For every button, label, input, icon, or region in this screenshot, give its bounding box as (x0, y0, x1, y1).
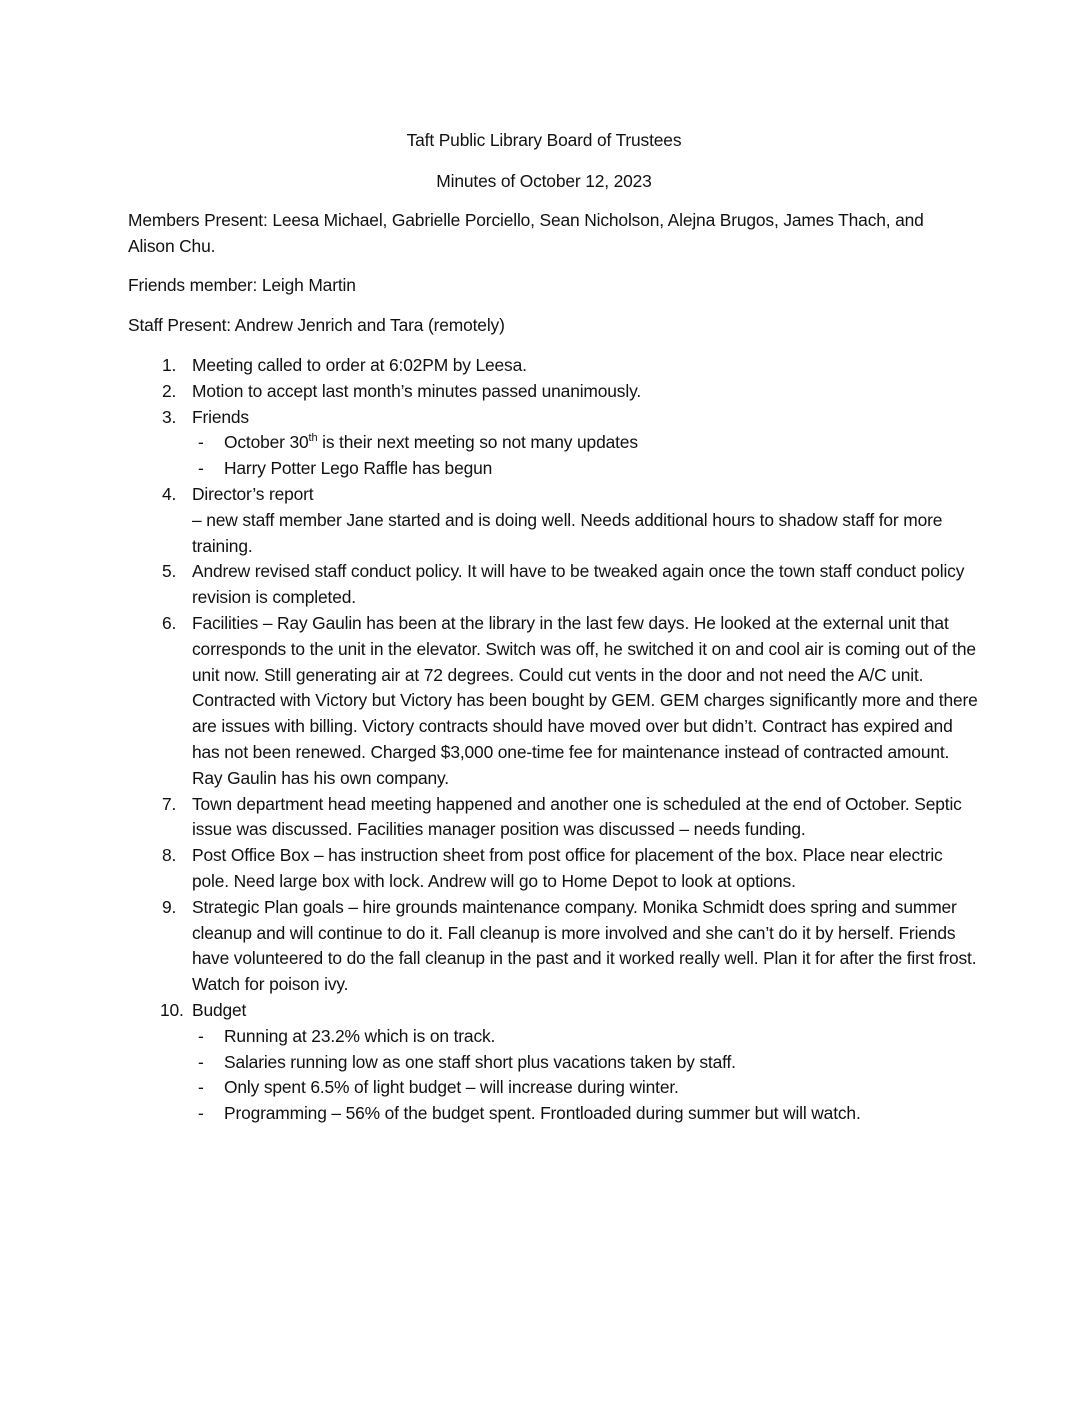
budget-sublist (192, 1024, 978, 1127)
document-title: Taft Public Library Board of Trustees (406, 130, 682, 150)
item-number: 5. (162, 561, 177, 582)
sub-item-text: Only spent 6.5% of light budget – will increase during winter. (224, 1077, 679, 1098)
list-item (128, 611, 978, 792)
item-text: Facilities – Ray Gaulin has been at the library in the last few days. He looked at the external unit that corresponds to the unit in the elevator. Switch was off, he switched it on and cool air is coming out of the unit now. Still generating air at 72 degrees. Could cut vents in the door and not need the A/C unit. Contracted with Victory but Victory has been bought by GEM. GEM charges significantly more and there are issues with billing. Victory contracts should have moved over but didn’t. Contract has expired and has not been renewed. Charged $3,000 one-time fee for maintenance instead of contracted amount. Ray Gaulin has his own company. (192, 612, 978, 788)
sub-item-text: Programming – 56% of the budget spent. Frontloaded during summer but will watch. (224, 1103, 861, 1124)
item-text: Andrew revised staff conduct policy. It will have to be tweaked again once the town staff conduct policy revision is completed. (192, 561, 965, 608)
list-item (128, 895, 978, 998)
sub-item-text: Harry Potter Lego Raffle has begun (224, 458, 493, 479)
item-text: Post Office Box – has instruction sheet from post office for placement of the box. Place near electric pole. Need large box with lock. Andrew will go to Home Depot to look at options. (192, 845, 943, 891)
sub-list-item (192, 1024, 978, 1050)
sub-item-text: Salaries running low as one staff short plus vacations taken by staff. (224, 1051, 736, 1072)
item-number: 9. (162, 896, 177, 917)
item-number: 1. (162, 355, 177, 375)
item-number: 6. (162, 612, 177, 633)
list-item (128, 843, 978, 895)
friends-member: Friends member: Leigh Martin (128, 275, 356, 295)
bullet-dash: - (198, 1025, 204, 1046)
document-subtitle: Minutes of October 12, 2023 (436, 171, 652, 191)
list-item (128, 482, 978, 559)
sub-list-item (192, 1050, 978, 1076)
list-item (128, 792, 978, 844)
item-number: 3. (162, 406, 177, 427)
minutes-list (128, 353, 978, 1127)
item-text: Motion to accept last month’s minutes passed unanimously. (192, 380, 641, 401)
item-text: Strategic Plan goals – hire grounds maintenance company. Monika Schmidt does spring and summer cleanup and will continue to do it. Fall cleanup is more involved and she can’t do it by herself. Friends have volunteered to do the fall cleanup in the past and it worked really well. Plan it for after the first frost. Watch for poison ivy. (192, 896, 977, 995)
item-number: 4. (162, 483, 177, 504)
staff-present: Staff Present: Andrew Jenrich and Tara (remotely) (128, 315, 505, 335)
bullet-dash: - (198, 1077, 204, 1098)
item-detail: – new staff member Jane started and is doing well. Needs additional hours to shadow staff for more training. (192, 509, 943, 556)
sub-item-text: Running at 23.2% which is on track. (224, 1025, 496, 1046)
item-number: 8. (162, 845, 177, 866)
sub-list-item (192, 456, 978, 482)
item-number: 7. (162, 793, 177, 814)
list-item (128, 405, 978, 482)
list-item (128, 379, 978, 405)
item-text: Friends (192, 406, 249, 427)
ordinal-suffix: th (308, 432, 318, 445)
bullet-dash: - (198, 432, 204, 453)
item-number: 2. (162, 380, 177, 401)
item-text: Town department head meeting happened and another one is scheduled at the end of October. Septic issue was discussed. Facilities manager position was discussed – needs funding. (192, 793, 962, 840)
sub-list-item (192, 1075, 978, 1101)
bullet-dash: - (198, 458, 204, 479)
list-item (128, 353, 978, 379)
members-present: Members Present: Leesa Michael, Gabrielle Porciello, Sean Nicholson, Alejna Brugos, James Thach, and Alison Chu. (128, 210, 924, 256)
sub-list-item (192, 430, 978, 456)
item-text: Meeting called to order at 6:02PM by Leesa. (192, 355, 527, 375)
bullet-dash: - (198, 1103, 204, 1124)
list-item (128, 998, 978, 1127)
friends-sublist (192, 430, 978, 482)
item-text: Budget (192, 999, 247, 1020)
sub-list-item (192, 1101, 978, 1127)
item-number: 10. (160, 999, 184, 1020)
sub-item-text: October 30th is their next meeting so not many updates (224, 432, 638, 453)
list-item (128, 559, 978, 611)
item-text: Director’s report (192, 483, 314, 504)
bullet-dash: - (198, 1051, 204, 1072)
